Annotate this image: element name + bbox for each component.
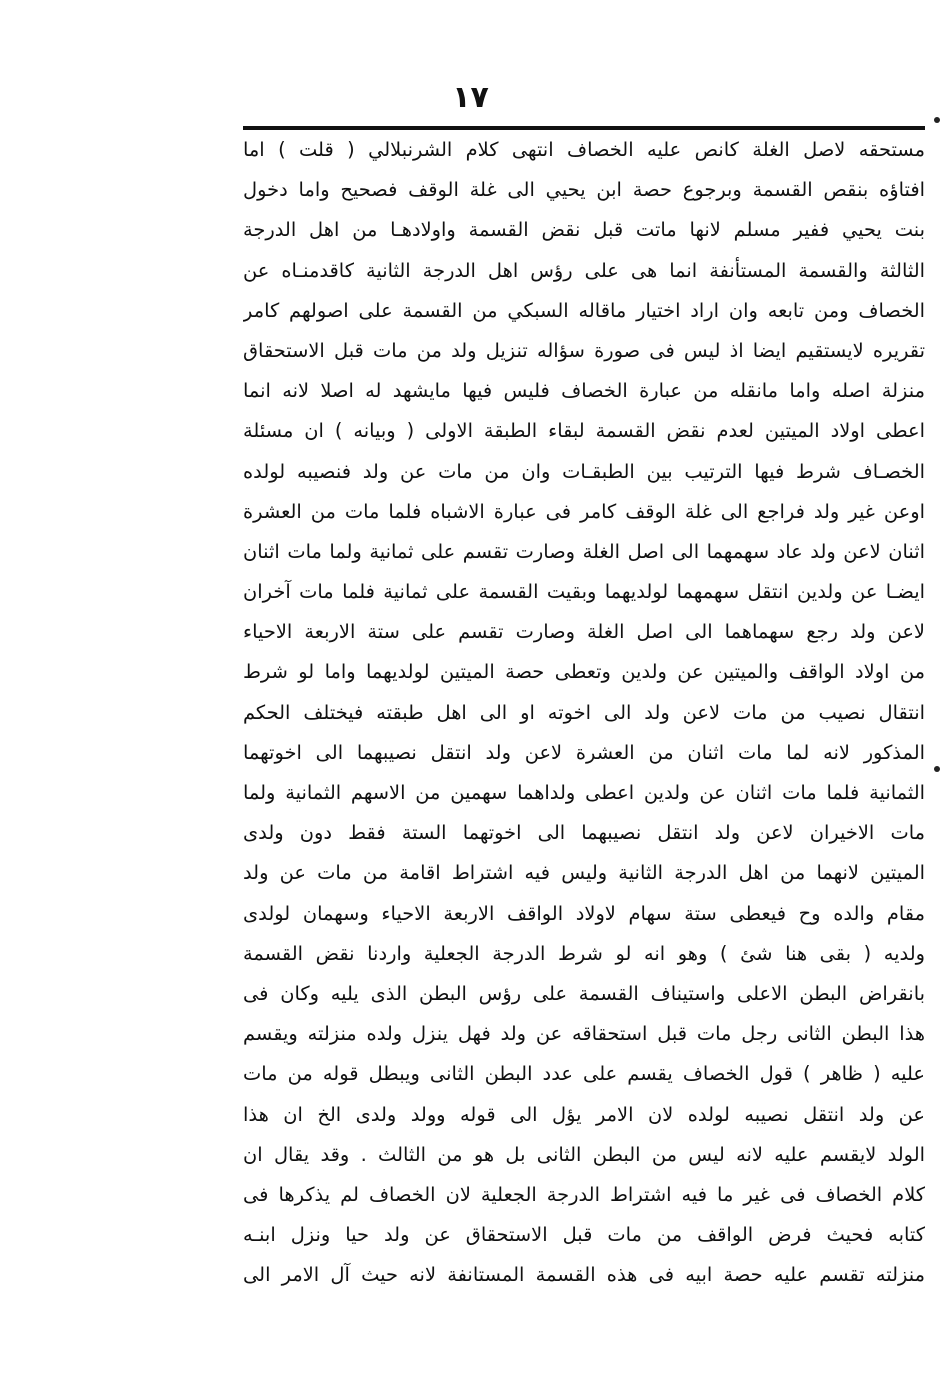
text-line: مات الاخيران لاعن ولد انتقل نصيبهما الى اخوتهما الستة فقط دون ولدى bbox=[243, 821, 925, 845]
text-line: لاعن ولد رجع سهماهما الى اصل الغلة وصارت تقسم على ستة الاربعة الاحياء bbox=[243, 620, 925, 644]
text-line: مقام والده وح فيعطى ستة سهام لاولاد الواقف الاربعة الاحياء وسهمان لولدى bbox=[243, 901, 925, 925]
text-line: من اولاد الواقف والميتين عن ولدين وتعطى حصة الميتين لولديهما واما لو شرط bbox=[243, 660, 925, 684]
text-line: المذكور لانه لما مات اثنان من العشرة لاعن ولد انتقل نصيبهما الى اخوتهما bbox=[243, 740, 925, 764]
text-line: الخصاف ومن تابعه وان اراد اختيار ماقاله السبكي من القسمة على اصولهم كامر bbox=[243, 298, 925, 322]
page-number: ١٧ bbox=[452, 80, 489, 115]
text-line: ولديه ( بقى هنا شئ ) وهو انه لو شرط الدرجة الجعلية واردنا نقض القسمة bbox=[243, 941, 925, 965]
text-line: تقريره لايستقيم ايضا اذ ليس فى صورة سؤاله تنزيل ولد من مات قبل الاستحقاق bbox=[243, 338, 925, 362]
text-line: مستحقه لاصل الغلة كانص عليه الخصاف انتهى كلام الشرنبلالي ( قلت ) اما bbox=[243, 138, 925, 161]
text-line: الثمانية فلما مات اثنان عن ولدين اعطى ولداهما سهمين من الاسهم الثمانية ولما bbox=[243, 781, 925, 804]
text-line: افتاؤه بنقص القسمة وبرجوع حصة ابن يحيي الى غلة الوقف فصحيح واما دخول bbox=[243, 178, 925, 202]
text-line: كتابه فحيث فرض الواقف من مات قبل الاستحقاق عن ولد حيا ونزل ابنـه bbox=[243, 1223, 925, 1247]
text-line: الخصـاف شرط فيها الترتيب بين الطبقـات وان من مات عن ولد فنصيبه لولده bbox=[243, 459, 925, 483]
text-line: الميتين لانهما من اهل الدرجة الثانية وليس فيه اشتراط اقامة من مات عن ولد bbox=[243, 861, 925, 885]
text-line: بانقراض البطن الاعلى واستيناف القسمة على رؤس البطن الذى يليه وكان فى bbox=[243, 981, 925, 1005]
text-line: ايضـا عن ولدين انتقل سهمهما لولديهما وبقيت القسمة على ثمانية فلما مات آخران bbox=[243, 580, 925, 604]
text-line: اعطى اولاد الميتين لعدم نقض القسمة لبقاء الطبقة الاولى ( وبيانه ) ان مسئلة bbox=[243, 419, 925, 443]
text-line: بنت يحيي ففير مسلم لانها ماتت قبل نقض القسمة واولادهـا من اهل الدرجة bbox=[243, 218, 925, 242]
text-line: عن ولد انتقل نصيبه لولده لان الامر يؤل الى قوله وولد ولدى الخ ان هذا bbox=[243, 1102, 925, 1126]
margin-mark-middle bbox=[934, 766, 940, 772]
text-line: الولد لايقسم عليه لانه ليس من البطن الثانى بل هو من الثالث . وقد يقال ان bbox=[243, 1142, 925, 1166]
text-line: عليه ( ظاهر ) قول الخصاف يقسم على عدد البطن الثانى ويبطل قوله من مات bbox=[243, 1062, 925, 1086]
margin-mark-top bbox=[934, 117, 940, 123]
body-text bbox=[243, 130, 925, 1295]
text-line: اوعن غير ولد فراجع الى غلة الوقف كامر فى عبارة الاشباه فلما مات من العشرة bbox=[243, 499, 925, 523]
text-line: منزلة اصله واما مانقله من عبارة الخصاف فليس فيها مايشهد له اصلا لانه انما bbox=[243, 379, 925, 403]
text-line: هذا البطن الثانى رجل مات قبل استحقاقه عن ولد فهل ينزل ولده منزلته ويقسم bbox=[243, 1022, 925, 1046]
text-line: الثالثة والقسمة المستأنفة انما هى على رؤس اهل الدرجة الثانية كاقدمنـاه عن bbox=[243, 258, 925, 282]
text-line: اثنان لاعن ولد عاد سهمهما الى اصل الغلة وصارت تقسم على ثمانية ولما مات اثنان bbox=[243, 539, 925, 563]
text-line: انتقال نصيب من مات لاعن ولد الى اخوته او الى اهل طبقته فيختلف الحكم bbox=[243, 700, 925, 724]
text-line: كلام الخصاف فى غير ما فيه اشتراط الدرجة الجعلية لان الخصاف لم يذكرها فى bbox=[243, 1182, 925, 1206]
text-line: منزلته تقسم عليه حصة ابيه فى هذه القسمة المستانفة لانه حيث آل الامر الى bbox=[243, 1263, 925, 1287]
